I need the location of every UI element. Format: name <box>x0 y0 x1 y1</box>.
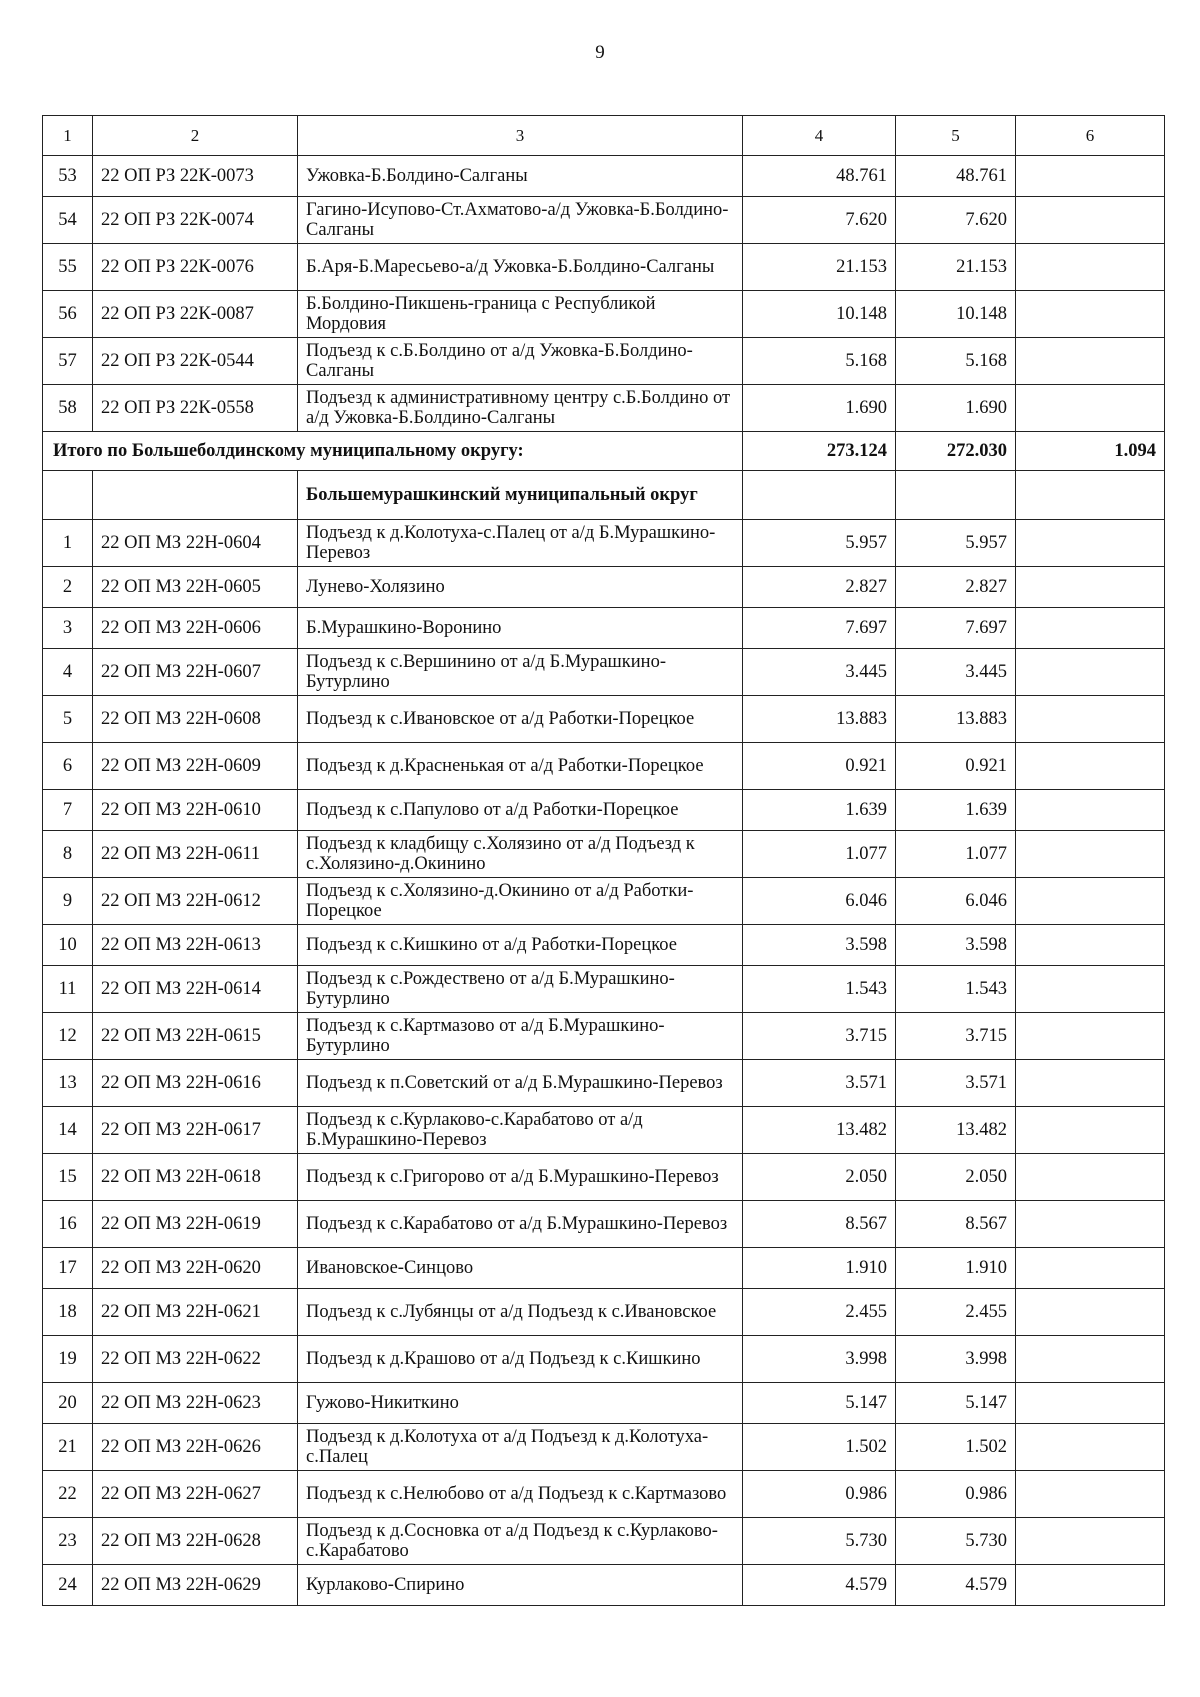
total-label: Итого по Большеболдинскому муниципальному округу: <box>43 432 743 471</box>
table-row <box>43 1424 1165 1471</box>
cell-col6-value <box>1016 244 1165 291</box>
cell-col4-value: 0.921 <box>743 743 896 790</box>
cell-road-name: Б.Мурашкино-Воронино <box>298 608 743 649</box>
cell-number: 11 <box>43 966 93 1013</box>
cell-number: 19 <box>43 1336 93 1383</box>
cell-road-code: 22 ОП МЗ 22Н-0618 <box>93 1154 298 1201</box>
cell-road-name: Подъезд к д.Колотуха-с.Палец от а/д Б.Мурашкино-Перевоз <box>298 520 743 567</box>
cell-road-name: Б.Болдино-Пикшень-граница с Республикой Мордовия <box>298 291 743 338</box>
cell-col6-value <box>1016 696 1165 743</box>
cell-road-code: 22 ОП МЗ 22Н-0629 <box>93 1565 298 1606</box>
table-row <box>43 649 1165 696</box>
column-header: 6 <box>1016 116 1165 156</box>
cell-col5-value: 13.883 <box>896 696 1016 743</box>
cell-col6-value <box>1016 1424 1165 1471</box>
table-row <box>43 1518 1165 1565</box>
cell-road-code: 22 ОП РЗ 22К-0544 <box>93 338 298 385</box>
cell-col4-value: 4.579 <box>743 1565 896 1606</box>
cell-road-code: 22 ОП МЗ 22Н-0626 <box>93 1424 298 1471</box>
table-row <box>43 1013 1165 1060</box>
cell-number: 17 <box>43 1248 93 1289</box>
cell-col4-value: 2.455 <box>743 1289 896 1336</box>
cell-road-code: 22 ОП РЗ 22К-0074 <box>93 197 298 244</box>
cell-number: 22 <box>43 1471 93 1518</box>
column-header: 5 <box>896 116 1016 156</box>
table-row <box>43 1383 1165 1424</box>
cell-number: 9 <box>43 878 93 925</box>
cell-road-code: 22 ОП МЗ 22Н-0627 <box>93 1471 298 1518</box>
cell-col6-value <box>1016 1518 1165 1565</box>
cell-road-code: 22 ОП МЗ 22Н-0609 <box>93 743 298 790</box>
cell-col4-value: 3.571 <box>743 1060 896 1107</box>
cell-road-name: Подъезд к д.Колотуха от а/д Подъезд к д.Колотуха-с.Палец <box>298 1424 743 1471</box>
cell-col6-value <box>1016 790 1165 831</box>
cell-road-code: 22 ОП МЗ 22Н-0620 <box>93 1248 298 1289</box>
table-row <box>43 790 1165 831</box>
cell-number: 12 <box>43 1013 93 1060</box>
cell-empty <box>43 471 93 520</box>
cell-road-name: Подъезд к с.Вершинино от а/д Б.Мурашкино-Бутурлино <box>298 649 743 696</box>
cell-road-name: Ивановское-Синцово <box>298 1248 743 1289</box>
column-header: 4 <box>743 116 896 156</box>
cell-col6-value <box>1016 156 1165 197</box>
cell-road-name: Подъезд к д.Красненькая от а/д Работки-Порецкое <box>298 743 743 790</box>
cell-col6-value <box>1016 1201 1165 1248</box>
cell-col6-value <box>1016 338 1165 385</box>
cell-empty <box>896 471 1016 520</box>
cell-empty <box>743 471 896 520</box>
cell-col5-value: 10.148 <box>896 291 1016 338</box>
cell-col6-value <box>1016 1289 1165 1336</box>
cell-col4-value: 7.697 <box>743 608 896 649</box>
cell-road-code: 22 ОП МЗ 22Н-0616 <box>93 1060 298 1107</box>
cell-number: 21 <box>43 1424 93 1471</box>
cell-col5-value: 13.482 <box>896 1107 1016 1154</box>
table-row <box>43 244 1165 291</box>
cell-col6-value <box>1016 1565 1165 1606</box>
cell-road-code: 22 ОП МЗ 22Н-0608 <box>93 696 298 743</box>
cell-col4-value: 3.715 <box>743 1013 896 1060</box>
cell-col5-value: 5.168 <box>896 338 1016 385</box>
cell-col5-value: 1.502 <box>896 1424 1016 1471</box>
group1-rows <box>43 156 1165 432</box>
cell-col6-value <box>1016 878 1165 925</box>
cell-col4-value: 3.445 <box>743 649 896 696</box>
table-row <box>43 291 1165 338</box>
cell-col4-value: 2.827 <box>743 567 896 608</box>
section-title: Большемурашкинский муниципальный округ <box>298 471 743 520</box>
cell-road-code: 22 ОП МЗ 22Н-0617 <box>93 1107 298 1154</box>
cell-number: 16 <box>43 1201 93 1248</box>
cell-col5-value: 8.567 <box>896 1201 1016 1248</box>
cell-col5-value: 5.147 <box>896 1383 1016 1424</box>
cell-number: 57 <box>43 338 93 385</box>
table-row <box>43 338 1165 385</box>
cell-road-name: Подъезд к с.Б.Болдино от а/д Ужовка-Б.Болдино-Салганы <box>298 338 743 385</box>
cell-col5-value: 2.050 <box>896 1154 1016 1201</box>
table-row <box>43 567 1165 608</box>
cell-col4-value: 5.730 <box>743 1518 896 1565</box>
table-row <box>43 1336 1165 1383</box>
cell-road-name: Подъезд к с.Холязино-д.Окинино от а/д Работки-Порецкое <box>298 878 743 925</box>
cell-road-name: Подъезд к с.Кишкино от а/д Работки-Порецкое <box>298 925 743 966</box>
cell-col4-value: 1.910 <box>743 1248 896 1289</box>
cell-road-name: Подъезд к п.Советский от а/д Б.Мурашкино-Перевоз <box>298 1060 743 1107</box>
table-row <box>43 520 1165 567</box>
cell-col6-value <box>1016 831 1165 878</box>
cell-road-name: Подъезд к с.Нелюбово от а/д Подъезд к с.Картмазово <box>298 1471 743 1518</box>
cell-road-code: 22 ОП МЗ 22Н-0612 <box>93 878 298 925</box>
table-row <box>43 878 1165 925</box>
cell-col4-value: 7.620 <box>743 197 896 244</box>
cell-road-code: 22 ОП МЗ 22Н-0622 <box>93 1336 298 1383</box>
column-header: 1 <box>43 116 93 156</box>
cell-road-name: Подъезд к с.Картмазово от а/д Б.Мурашкино-Бутурлино <box>298 1013 743 1060</box>
cell-col5-value: 6.046 <box>896 878 1016 925</box>
table-row <box>43 1289 1165 1336</box>
cell-road-name: Подъезд к с.Курлаково-с.Карабатово от а/д Б.Мурашкино-Перевоз <box>298 1107 743 1154</box>
cell-col6-value <box>1016 1471 1165 1518</box>
cell-road-code: 22 ОП МЗ 22Н-0604 <box>93 520 298 567</box>
table-row <box>43 1201 1165 1248</box>
table-row <box>43 925 1165 966</box>
cell-col4-value: 1.502 <box>743 1424 896 1471</box>
cell-number: 54 <box>43 197 93 244</box>
cell-col5-value: 1.639 <box>896 790 1016 831</box>
cell-road-name: Гужово-Никиткино <box>298 1383 743 1424</box>
cell-col5-value: 1.077 <box>896 831 1016 878</box>
cell-col5-value: 5.730 <box>896 1518 1016 1565</box>
column-header: 3 <box>298 116 743 156</box>
cell-road-name: Подъезд к д.Сосновка от а/д Подъезд к с.Курлаково-с.Карабатово <box>298 1518 743 1565</box>
cell-col5-value: 5.957 <box>896 520 1016 567</box>
cell-number: 53 <box>43 156 93 197</box>
roads-table <box>42 115 1165 1606</box>
cell-col5-value: 21.153 <box>896 244 1016 291</box>
cell-road-code: 22 ОП МЗ 22Н-0615 <box>93 1013 298 1060</box>
cell-road-code: 22 ОП МЗ 22Н-0621 <box>93 1289 298 1336</box>
cell-col4-value: 5.168 <box>743 338 896 385</box>
cell-empty <box>93 471 298 520</box>
cell-col6-value <box>1016 1248 1165 1289</box>
cell-col5-value: 3.998 <box>896 1336 1016 1383</box>
cell-col4-value: 2.050 <box>743 1154 896 1201</box>
cell-number: 55 <box>43 244 93 291</box>
cell-road-name: Подъезд к с.Рождествено от а/д Б.Мурашкино-Бутурлино <box>298 966 743 1013</box>
cell-number: 7 <box>43 790 93 831</box>
cell-col5-value: 3.571 <box>896 1060 1016 1107</box>
cell-col4-value: 8.567 <box>743 1201 896 1248</box>
cell-road-name: Подъезд к административному центру с.Б.Болдино от а/д Ужовка-Б.Болдино-Салганы <box>298 385 743 432</box>
cell-road-name: Б.Аря-Б.Маресьево-а/д Ужовка-Б.Болдино-Салганы <box>298 244 743 291</box>
cell-number: 14 <box>43 1107 93 1154</box>
cell-road-name: Курлаково-Спирино <box>298 1565 743 1606</box>
cell-col5-value: 7.620 <box>896 197 1016 244</box>
page-number: 9 <box>595 42 605 63</box>
cell-col5-value: 3.598 <box>896 925 1016 966</box>
cell-number: 23 <box>43 1518 93 1565</box>
total-col4: 273.124 <box>743 432 896 471</box>
cell-col5-value: 2.827 <box>896 567 1016 608</box>
cell-col4-value: 6.046 <box>743 878 896 925</box>
cell-col5-value: 0.921 <box>896 743 1016 790</box>
table-row <box>43 197 1165 244</box>
cell-col5-value: 48.761 <box>896 156 1016 197</box>
cell-col4-value: 5.957 <box>743 520 896 567</box>
cell-col6-value <box>1016 1060 1165 1107</box>
cell-col5-value: 3.715 <box>896 1013 1016 1060</box>
cell-road-name: Подъезд к с.Лубянцы от а/д Подъезд к с.Ивановское <box>298 1289 743 1336</box>
cell-number: 6 <box>43 743 93 790</box>
table-row <box>43 1248 1165 1289</box>
cell-number: 4 <box>43 649 93 696</box>
table-row <box>43 608 1165 649</box>
cell-number: 3 <box>43 608 93 649</box>
cell-col6-value <box>1016 1383 1165 1424</box>
cell-col5-value: 1.690 <box>896 385 1016 432</box>
cell-col6-value <box>1016 649 1165 696</box>
cell-road-code: 22 ОП МЗ 22Н-0611 <box>93 831 298 878</box>
cell-col5-value: 2.455 <box>896 1289 1016 1336</box>
cell-number: 2 <box>43 567 93 608</box>
table-row <box>43 1565 1165 1606</box>
cell-road-code: 22 ОП МЗ 22Н-0614 <box>93 966 298 1013</box>
table-row <box>43 966 1165 1013</box>
cell-col5-value: 3.445 <box>896 649 1016 696</box>
column-header: 2 <box>93 116 298 156</box>
cell-col6-value <box>1016 743 1165 790</box>
cell-road-code: 22 ОП МЗ 22Н-0606 <box>93 608 298 649</box>
cell-col6-value <box>1016 520 1165 567</box>
table-row <box>43 1060 1165 1107</box>
cell-number: 10 <box>43 925 93 966</box>
cell-road-code: 22 ОП РЗ 22К-0087 <box>93 291 298 338</box>
total-row <box>43 432 1165 471</box>
table-row <box>43 1154 1165 1201</box>
cell-col6-value <box>1016 197 1165 244</box>
cell-col6-value <box>1016 1336 1165 1383</box>
cell-road-code: 22 ОП МЗ 22Н-0628 <box>93 1518 298 1565</box>
cell-road-name: Подъезд к с.Карабатово от а/д Б.Мурашкино-Перевоз <box>298 1201 743 1248</box>
table-row <box>43 1471 1165 1518</box>
cell-road-name: Подъезд к с.Папулово от а/д Работки-Порецкое <box>298 790 743 831</box>
cell-col4-value: 3.998 <box>743 1336 896 1383</box>
cell-road-name: Подъезд к с.Григорово от а/д Б.Мурашкино-Перевоз <box>298 1154 743 1201</box>
cell-col4-value: 3.598 <box>743 925 896 966</box>
cell-col6-value <box>1016 291 1165 338</box>
cell-col4-value: 13.482 <box>743 1107 896 1154</box>
cell-col6-value <box>1016 385 1165 432</box>
cell-empty <box>1016 471 1165 520</box>
cell-road-code: 22 ОП МЗ 22Н-0610 <box>93 790 298 831</box>
cell-number: 8 <box>43 831 93 878</box>
total-section <box>43 432 1165 520</box>
cell-road-code: 22 ОП МЗ 22Н-0623 <box>93 1383 298 1424</box>
cell-col6-value <box>1016 925 1165 966</box>
cell-number: 15 <box>43 1154 93 1201</box>
cell-number: 20 <box>43 1383 93 1424</box>
cell-col6-value <box>1016 966 1165 1013</box>
cell-col5-value: 1.910 <box>896 1248 1016 1289</box>
cell-col6-value <box>1016 1107 1165 1154</box>
group2-rows <box>43 520 1165 1606</box>
cell-col4-value: 48.761 <box>743 156 896 197</box>
cell-col5-value: 4.579 <box>896 1565 1016 1606</box>
cell-number: 56 <box>43 291 93 338</box>
header-row <box>43 116 1165 156</box>
section-header-row <box>43 471 1165 520</box>
cell-number: 5 <box>43 696 93 743</box>
cell-col5-value: 1.543 <box>896 966 1016 1013</box>
table-row <box>43 696 1165 743</box>
total-col5: 272.030 <box>896 432 1016 471</box>
table-row <box>43 831 1165 878</box>
cell-number: 24 <box>43 1565 93 1606</box>
cell-number: 1 <box>43 520 93 567</box>
cell-col4-value: 1.690 <box>743 385 896 432</box>
table-row <box>43 1107 1165 1154</box>
cell-col4-value: 21.153 <box>743 244 896 291</box>
cell-road-name: Подъезд к д.Крашово от а/д Подъезд к с.Кишкино <box>298 1336 743 1383</box>
cell-col4-value: 10.148 <box>743 291 896 338</box>
cell-col4-value: 1.077 <box>743 831 896 878</box>
cell-col6-value <box>1016 1013 1165 1060</box>
cell-road-name: Подъезд к с.Ивановское от а/д Работки-Порецкое <box>298 696 743 743</box>
cell-number: 13 <box>43 1060 93 1107</box>
cell-col6-value <box>1016 567 1165 608</box>
cell-road-name: Гагино-Исупово-Ст.Ахматово-а/д Ужовка-Б.Болдино-Салганы <box>298 197 743 244</box>
cell-road-name: Ужовка-Б.Болдино-Салганы <box>298 156 743 197</box>
table-row <box>43 743 1165 790</box>
cell-road-code: 22 ОП МЗ 22Н-0607 <box>93 649 298 696</box>
table-row <box>43 156 1165 197</box>
cell-col6-value <box>1016 608 1165 649</box>
cell-col4-value: 13.883 <box>743 696 896 743</box>
cell-road-name: Подъезд к кладбищу с.Холязино от а/д Подъезд к с.Холязино-д.Окинино <box>298 831 743 878</box>
cell-col5-value: 7.697 <box>896 608 1016 649</box>
cell-road-code: 22 ОП МЗ 22Н-0613 <box>93 925 298 966</box>
cell-number: 58 <box>43 385 93 432</box>
cell-col4-value: 0.986 <box>743 1471 896 1518</box>
cell-road-code: 22 ОП МЗ 22Н-0619 <box>93 1201 298 1248</box>
cell-col4-value: 5.147 <box>743 1383 896 1424</box>
cell-road-code: 22 ОП МЗ 22Н-0605 <box>93 567 298 608</box>
cell-col5-value: 0.986 <box>896 1471 1016 1518</box>
cell-road-code: 22 ОП РЗ 22К-0076 <box>93 244 298 291</box>
cell-col6-value <box>1016 1154 1165 1201</box>
cell-col4-value: 1.543 <box>743 966 896 1013</box>
cell-road-code: 22 ОП РЗ 22К-0558 <box>93 385 298 432</box>
cell-road-code: 22 ОП РЗ 22К-0073 <box>93 156 298 197</box>
table-row <box>43 385 1165 432</box>
cell-road-name: Лунево-Холязино <box>298 567 743 608</box>
cell-col4-value: 1.639 <box>743 790 896 831</box>
total-col6: 1.094 <box>1016 432 1165 471</box>
cell-number: 18 <box>43 1289 93 1336</box>
